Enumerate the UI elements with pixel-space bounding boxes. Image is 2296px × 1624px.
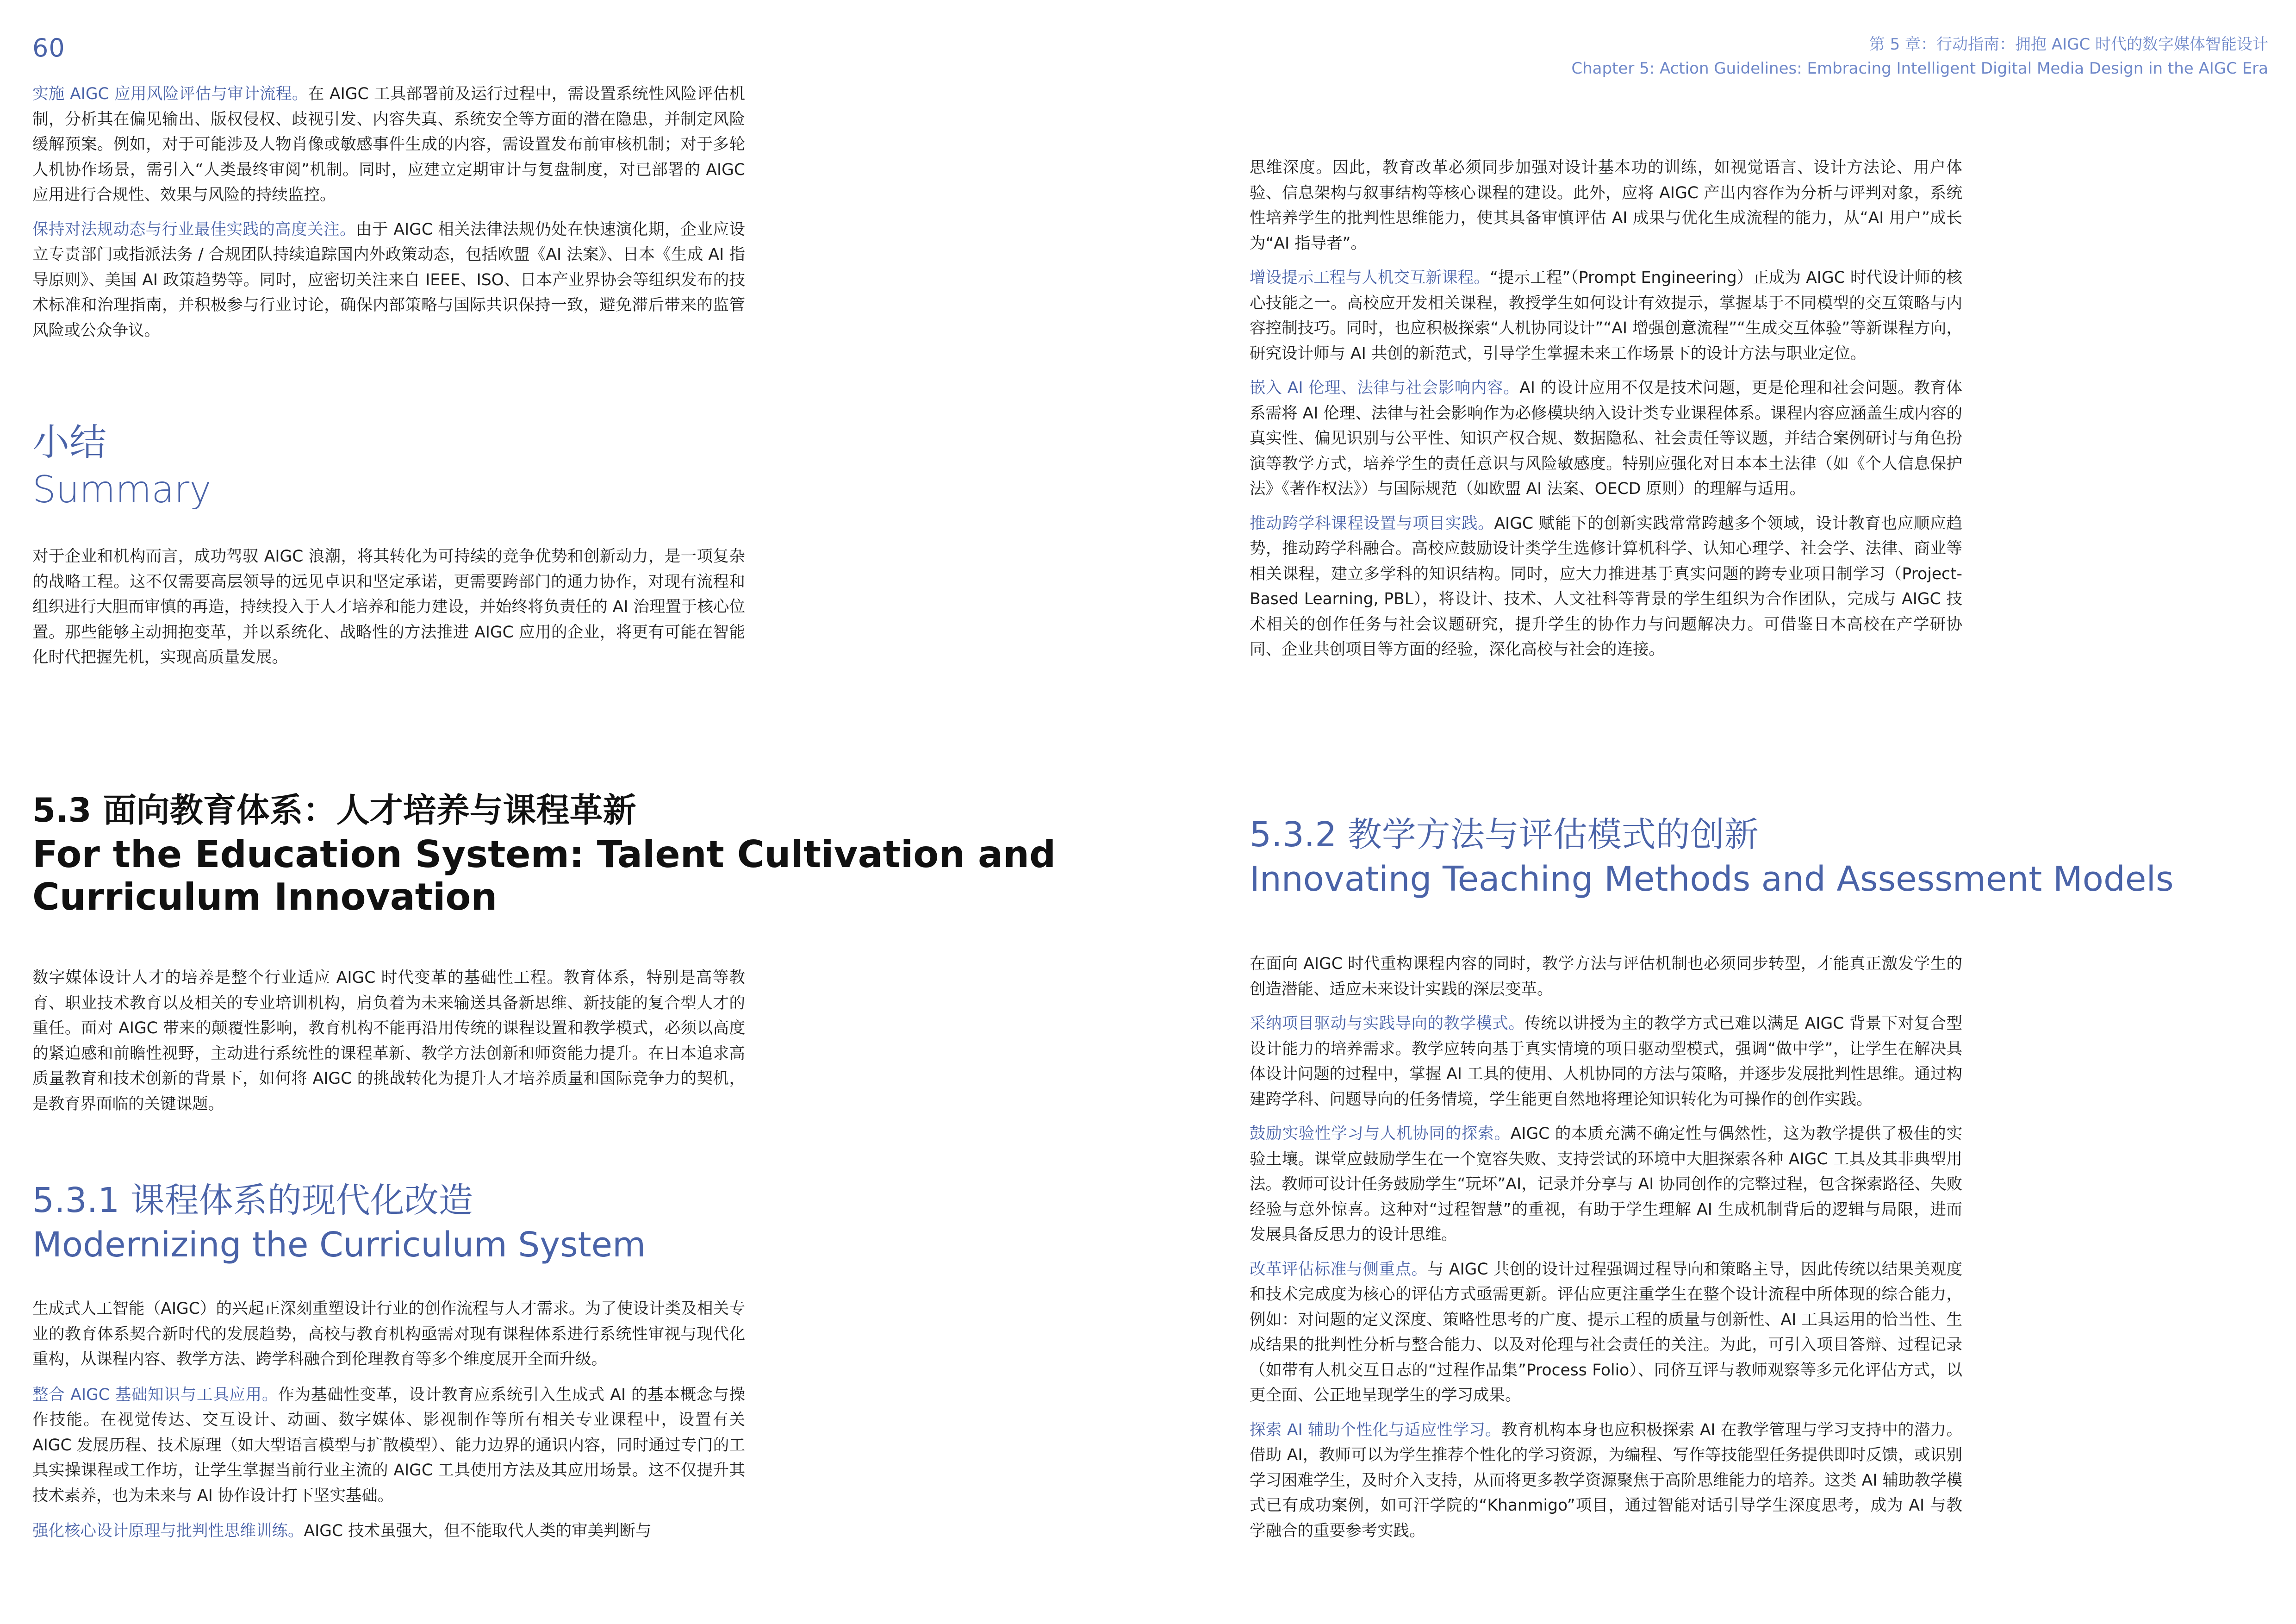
paragraph-text: 由于 AIGC 相关法律法规仍处在快速演化期，企业应设立专责部门或指派法务 / 合规团队持续追踪国内外政策动态，包括欧盟《AI 法案》、日本《生成 AI 指导原则》、美国 AI 政策趋势等。同时，应密切关注来自 IEEE、ISO、日本产业界协会等组织发布的技术标准和治理指南，并积极参与行业讨论，确保内部策略与国际共识保持一致，避免滞后带来的监管风险或公众争议。 [32, 220, 745, 340]
paragraph-lead: 推动跨学科课程设置与项目实践。 [1250, 514, 1494, 533]
paragraph [1250, 155, 1962, 256]
paragraph [1250, 265, 1962, 366]
summary-title-zh: 小结 [32, 421, 106, 464]
paragraph [32, 81, 745, 208]
paragraph-lead: 保持对法规动态与行业最佳实践的高度关注。 [32, 220, 356, 239]
section-title-zh: 5.3 面向教育体系：人才培养与课程革新 [32, 791, 636, 830]
paragraph-text: 传统以讲授为主的教学方式已难以满足 AIGC 背景下对复合型设计能力的培养需求。教学应转向基于真实情境的项目驱动型模式，强调“做中学”，让学生在解决具体设计问题的过程中，掌握 AI 工具的使用、人机协同的方法与策略，并逐步发展批判性思维。通过构建跨学科、问题导向的任务情境，学生能更自然地将理论知识转化为可操作的创作实践。 [1250, 1014, 1963, 1109]
paragraph-lead: 鼓励实验性学习与人机协同的探索。 [1250, 1124, 1511, 1143]
paragraph-lead: 嵌入 AI 伦理、法律与社会影响内容。 [1250, 379, 1520, 397]
paragraph-text: 与 AIGC 共创的设计过程强调过程导向和策略主导，因此传统以结果美观度和技术完成度为核心的评估方式亟需更新。评估应更注重学生在整个设计流程中所体现的综合能力，例如：对问题的定义深度、策略性思考的广度、提示工程的质量与创新性、AI 工具运用的恰当性、生成结果的批判性分析与整合能力、以及对伦理与社会责任的关注。为此，可引入项目答辩、过程记录（如带有人机交互日志的“过程作品集”Process Folio）、同侪互评与教师观察等多元化评估方式，以更全面、公正地呈现学生的学习成果。 [1250, 1260, 1962, 1405]
subsection-title-zh: 5.3.1 课程体系的现代化改造 [32, 1181, 473, 1220]
paragraph-text: 在 AIGC 工具部署前及运行过程中，需设置系统性风险评估机制，分析其在偏见输出、版权侵权、歧视引发、内容失真、系统安全等方面的潜在隐患，并制定风险缓解预案。例如，对于可能涉及人物肖像或敏感事件生成的内容，需设置发布前审核机制；对于多轮人机协作场景，需引入“人类最终审阅”机制。同时，应建立定期审计与复盘制度，对已部署的 AIGC 应用进行合规性、效果与风险的持续监控。 [32, 85, 745, 204]
summary-block [32, 544, 745, 670]
paragraph [1250, 511, 1962, 662]
subsection-heading-531 [32, 1178, 646, 1267]
running-header-en: Chapter 5: Action Guidelines: Embracing Intelligent Digital Media Design in the AIGC Era [1571, 59, 2268, 78]
left-intro-block [32, 81, 745, 343]
paragraph [1250, 375, 1962, 502]
paragraph-lead: 整合 AIGC 基础知识与工具应用。 [32, 1385, 279, 1404]
paragraph-text: 思维深度。因此，教育改革必须同步加强对设计基本功的训练，如视觉语言、设计方法论、用户体验、信息架构与叙事结构等核心课程的建设。此外，应将 AIGC 产出内容作为分析与评判对象，系统性培养学生的批判性思维能力，使其具备审慎评估 AI 成果与优化生成流程的能力，从“AI 用户”成长为“AI 指导者”。 [1250, 158, 1962, 253]
running-header [1571, 32, 2268, 81]
subsection-heading-532 [1250, 812, 2174, 901]
paragraph-text: 教育机构本身也应积极探索 AI 在教学管理与学习支持中的潜力。借助 AI，教师可以为学生推荐个性化的学习资源，为编程、写作等技能型任务提供即时反馈，或识别学习困难学生，及时介入支持，从而将更多教学资源聚焦于高阶思维能力的培养。这类 AI 辅助教学模式已有成功案例，如可汗学院的“Khanmigo”项目，通过智能对话引导学生深度思考，成为 AI 与教学融合的重要参考实践。 [1250, 1420, 1962, 1540]
paragraph-text: 作为基础性变革，设计教育应系统引入生成式 AI 的基本概念与操作技能。在视觉传达、交互设计、动画、数字媒体、影视制作等所有相关专业课程中，设置有关 AIGC 发展历程、技术原理（如大型语言模型与扩散模型）、能力边界的通识内容，同时通过专门的工具实操课程或工作坊，让学生掌握当前行业主流的 AIGC 工具使用方法及其应用场景。这不仅提升其技术素养，也为未来与 AI 协作设计打下坚实基础。 [32, 1385, 745, 1505]
section-title-en-line2: Curriculum Innovation [32, 875, 498, 918]
paragraph-lead: 增设提示工程与人机交互新课程。 [1250, 269, 1490, 287]
section-intro: 数字媒体设计人才的培养是整个行业适应 AIGC 时代变革的基础性工程。教育体系，特别是高等教育、职业技术教育以及相关的专业培训机构，肩负着为未来输送具备新思维、新技能的复合型人才的重任。面对 AIGC 带来的颠覆性影响，教育机构不能再沿用传统的课程设置和教学模式，必须以高度的紧迫感和前瞻性视野，主动进行系统性的课程革新、教学方法创新和师资能力提升。在日本追求高质量教育和技术创新的背景下，如何将 AIGC 的挑战转化为提升人才培养质量和国际竞争力的契机，是教育界面临的关键课题。 [32, 968, 745, 1113]
summary-text: 对于企业和机构而言，成功驾驭 AIGC 浪潮，将其转化为可持续的竞争优势和创新动力，是一项复杂的战略工程。这不仅需要高层领导的远见卓识和坚定承诺，更需要跨部门的通力协作，对现有流程和组织进行大胆而审慎的再造，持续投入于人才培养和能力建设，并始终将负责任的 AI 治理置于核心位置。那些能够主动拥抱变革，并以系统化、战略性的方法推进 AIGC 应用的企业，将更有可能在智能化时代把握先机，实现高质量发展。 [32, 547, 745, 667]
paragraph-text: AIGC 赋能下的创新实践常常跨越多个领域，设计教育也应顺应趋势，推动跨学科融合。高校应鼓励设计类学生选修计算机科学、认知心理学、社会学、法律、商业等相关课程，建立多学科的知识结构。同时，应大力推进基于真实问题的跨专业项目制学习（Project-Based Learning, PBL），将设计、技术、人文社科等背景的学生组织为合作团队，完成与 AIGC 技术相关的创作任务与社会议题研究，提升学生的协作力与问题解决力。可借鉴日本高校在产学研协同、企业共创项目等方面的经验，深化高校与社会的连接。 [1250, 514, 1963, 659]
paragraph-text: AIGC 技术虽强大，但不能取代人类的审美判断与 [304, 1522, 652, 1540]
paragraph [32, 1382, 745, 1509]
subsection-intro: 生成式人工智能（AIGC）的兴起正深刻重塑设计行业的创作流程与人才需求。为了使设计类及相关专业的教育体系契合新时代的发展趋势，高校与教育机构亟需对现有课程体系进行系统性审视与现代化重构，从课程内容、教学方法、跨学科融合到伦理教育等多个维度展开全面升级。 [32, 1299, 745, 1368]
summary-title-en: Summary [32, 468, 212, 511]
paragraph-text: AIGC 的本质充满不确定性与偶然性，这为教学提供了极佳的实验土壤。课堂应鼓励学生在一个宽容失败、支持尝试的环境中大胆探索各种 AIGC 工具及其非典型用法。教师可设计任务鼓励学生“玩坏”AI，记录并分享与 AI 协同创作的完整过程，包含探索路径、失败经验与意外惊喜。这种对“过程智慧”的重视，有助于学生理解 AI 生成机制背后的逻辑与局限，进而发展具备反思力的设计思维。 [1250, 1124, 1962, 1244]
summary-heading [32, 419, 212, 513]
paragraph-lead: 实施 AIGC 应用风险评估与审计流程。 [32, 85, 308, 103]
paragraph-text: “提示工程”（Prompt Engineering）正成为 AIGC 时代设计师的核心技能之一。高校应开发相关课程，教授学生如何设计有效提示，掌握基于不同模型的交互策略与内容控制技巧。同时，也应积极探索“人机协同设计”“AI 增强创意流程”“生成交互体验”等新课程方向，研究设计师与 AI 共创的新范式，引导学生掌握未来工作场景下的设计方法与职业定位。 [1250, 269, 1962, 363]
page-number: 60 [32, 33, 65, 62]
running-header-zh: 第 5 章：行动指南：拥抱 AIGC 时代的数字媒体智能设计 [1869, 35, 2268, 54]
paragraph [1250, 1121, 1962, 1248]
subsection-title-en: Innovating Teaching Methods and Assessment Models [1250, 859, 2174, 899]
section-intro-block [32, 965, 745, 1117]
paragraph-text: AI 的设计应用不仅是技术问题，更是伦理和社会问题。教育体系需将 AI 伦理、法律与社会影响作为必修模块纳入设计类专业课程体系。课程内容应涵盖生成内容的真实性、偏见识别与公平性、知识产权合规、数据隐私、社会责任等议题，并结合案例研讨与角色扮演等教学方式，培养学生的责任意识与风险敏感度。特别应强化对日本本土法律（如《个人信息保护法》《著作权法》）与国际规范（如欧盟 AI 法案、OECD 原则）的理解与适用。 [1250, 379, 1962, 498]
paragraph-lead: 改革评估标准与侧重点。 [1250, 1260, 1428, 1279]
subsection-title-en: Modernizing the Curriculum System [32, 1225, 646, 1265]
subsection-532-body [1250, 951, 1962, 1543]
paragraph [1250, 1257, 1962, 1408]
paragraph-lead: 探索 AI 辅助个性化与适应性学习。 [1250, 1420, 1501, 1439]
paragraph [32, 217, 745, 344]
subsection-title-zh: 5.3.2 教学方法与评估模式的创新 [1250, 815, 1759, 855]
paragraph [32, 1518, 745, 1544]
right-top-block [1250, 155, 1962, 662]
subsection-531-body [32, 1296, 745, 1544]
section-title-en-line1: For the Education System: Talent Cultivation and [32, 833, 1056, 876]
paragraph [1250, 1011, 1962, 1112]
paragraph-lead: 采纳项目驱动与实践导向的教学模式。 [1250, 1014, 1525, 1033]
section-heading [32, 787, 1056, 918]
subsection-intro: 在面向 AIGC 时代重构课程内容的同时，教学方法与评估机制也必须同步转型，才能真正激发学生的创造潜能、适应未来设计实践的深层变革。 [1250, 955, 1962, 999]
paragraph-lead: 强化核心设计原理与批判性思维训练。 [32, 1522, 304, 1540]
paragraph [1250, 1418, 1962, 1544]
